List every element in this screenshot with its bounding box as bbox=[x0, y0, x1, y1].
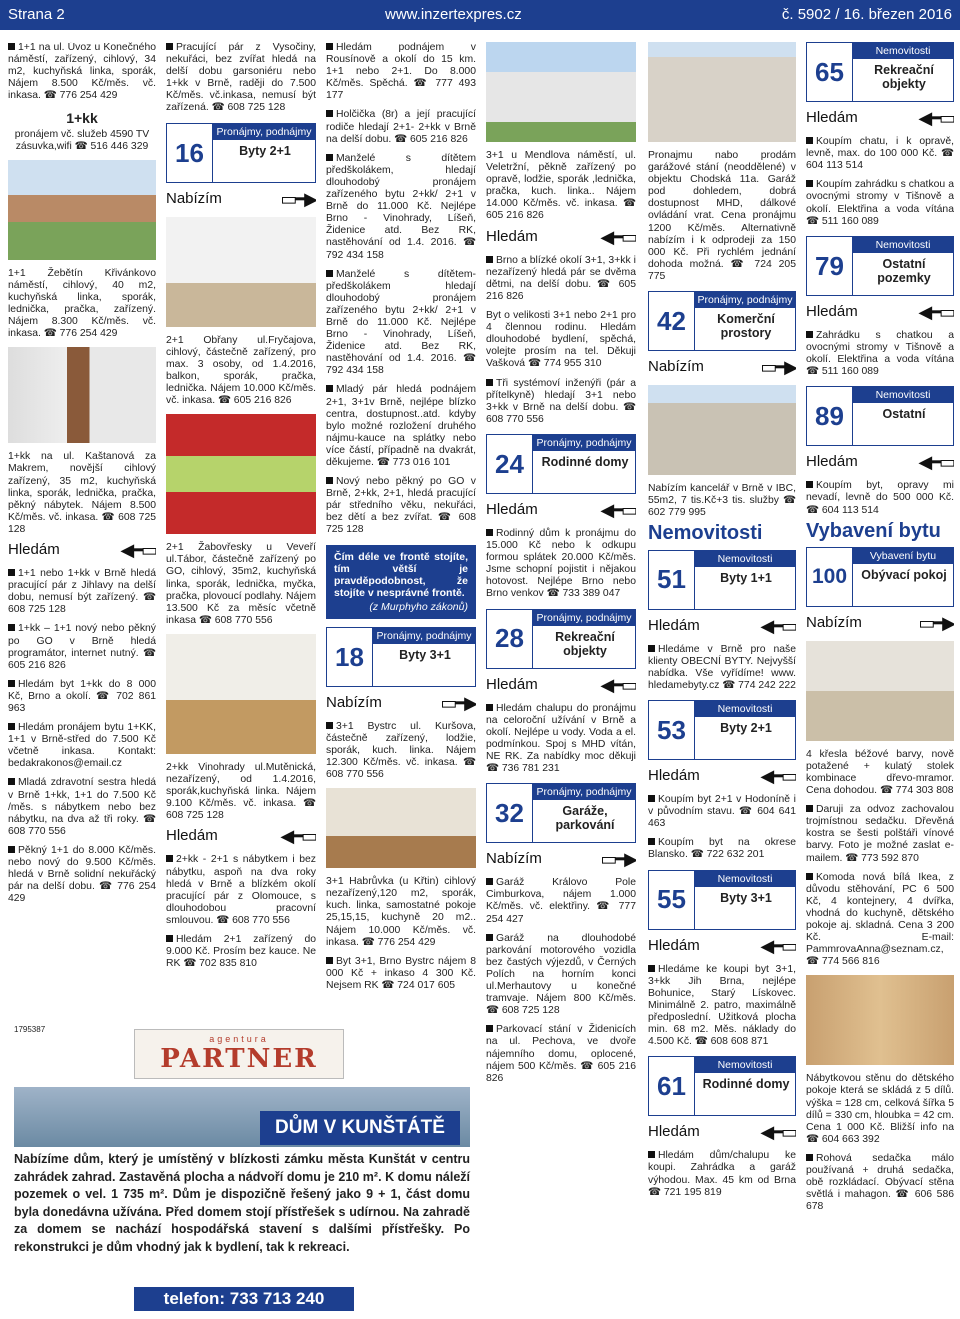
agency-logo bbox=[134, 1029, 344, 1079]
classified-ad: Koupím byt 2+1 v Hodoníně i v původním stavu. ☎ 604 641 463 bbox=[648, 794, 796, 830]
category-number: 61 bbox=[649, 1057, 695, 1115]
classified-ad: 1+kk – 1+1 nový nebo pěkný po GO v Brně hledá programátor, internet nutný. ☎ 605 216 826 bbox=[8, 623, 156, 671]
arrow-left-icon: ◀━▭ bbox=[280, 826, 316, 847]
classified-ad: Holčička (8r) a její pracující rodiče hledají 2+1- 2+kk v Brně na delší dobu. ☎ 605 216 826 bbox=[326, 109, 476, 145]
category-number: 65 bbox=[807, 43, 853, 101]
classified-ad: 2+kk - 2+1 s nábytkem i bez nábytku, aspoň na dva roky hledá v Brně a blízkém okolí pracující pár z Olomouce, s dlouhodobou pracovní smlouvou. ☎ 608 770 556 bbox=[166, 854, 316, 926]
arrow-right-icon: ▭━▶ bbox=[280, 188, 316, 209]
category-subtitle: Byty 2+1 bbox=[239, 143, 291, 158]
classified-ad: Nový nebo pěkný po GO v Brně, 2+kk, 2+1, hledá pracující pár středního věku, nekuřáci, bez dětí a bez zvířat. ☎ 608 725 128 bbox=[326, 476, 476, 536]
category-box bbox=[806, 547, 954, 607]
classified-ad: Koupím byt, opravy mi nevadí, levně do 500 000 Kč. ☎ 604 113 514 bbox=[806, 480, 954, 516]
room-photo bbox=[8, 347, 156, 443]
category-subtitle: Byty 3+1 bbox=[720, 890, 772, 905]
classified-ad: Hledáme v Brně pro naše klienty OBECNÍ BYTY. Nejvyšší nabídka. Vše vyřídíme! www. hledamebyty.cz ☎ 774 242 222 bbox=[648, 643, 796, 691]
classified-ad: Hledám 2+1 zařízený do 9.000 Kč. Prosím bez kauce. Ne RK ☎ 702 835 810 bbox=[166, 934, 316, 970]
category-title: Pronájmy, podnájmy bbox=[533, 435, 635, 451]
armchairs-photo bbox=[806, 641, 954, 741]
classified-ad: Hledáme ke koupi byt 3+1, 3+kk Jih Brna, nejlépe Bohunice, Starý Lískovec. Minimálně 2. patro, maximálně předposlední. Užitková plocha min. 68 m2. Měs. náklady do 4.500 Kč. ☎ 608 608 871 bbox=[648, 963, 796, 1048]
category-title: Pronájmy, podnájmy bbox=[533, 610, 635, 626]
ad-code: 1795387 bbox=[14, 1025, 46, 1034]
kitchen-photo bbox=[166, 414, 316, 534]
category-box bbox=[648, 700, 796, 760]
section-label-hledam: Hledám ◀━▭ bbox=[648, 615, 796, 636]
category-subtitle: Byty 1+1 bbox=[720, 570, 772, 585]
category-box bbox=[648, 1056, 796, 1116]
building-photo bbox=[648, 42, 796, 142]
category-number: 51 bbox=[649, 551, 695, 609]
site-url[interactable]: www.inzertexpres.cz bbox=[385, 6, 522, 23]
classified-ad: 2+1 Obřany ul.Fryčajova, cihlový, částečně zařízený, pro max. 3 osoby, od 1.4.2016, balkon, sporák, pračka, lednička. Nájem 10.000 Kč/měs. vč. inkasa. ☎ 605 216 826 bbox=[166, 334, 316, 407]
category-title: Nemovitosti bbox=[695, 1057, 795, 1073]
classified-ad: Zahrádku s chatkou a ovocnými stromy v Tišnově a okolí. Elektřina a voda vítána ☎ 511 160 089 bbox=[806, 329, 954, 378]
classified-ad: Daruji za odvoz zachovalou trojmístnou sedačku. Dřevěná kostra se šesti polštáři vínové barvy. Foto je možné zaslat e-mailem. ☎ 773 592 870 bbox=[806, 804, 954, 864]
category-title: Pronájmy, podnájmy bbox=[213, 124, 315, 140]
section-label-hledam: Hledám ◀━▭ bbox=[806, 301, 954, 322]
category-number: 42 bbox=[649, 292, 695, 350]
column-1 bbox=[8, 42, 156, 1062]
page-number: Strana 2 bbox=[8, 6, 65, 23]
banner-text: Nabízíme dům, který je umístěný v blízkosti zámku města Kunštát v centru zahrádek zahrad. Zastavěná plocha a nádvoří domu je 210 m². K domu náleží pozemek o vel. 1 735 m². Dům je dispozičně řešený jako 9 + 1, část domu byla donedávna užívána. Před domem stojí přístřešek s udírnou. Na zahradě za domem se nachází hospodářská stavení s dalšími přístřešky. Po rekonstrukci je dům vhodný jak k bydlení, tak k rekreaci. bbox=[14, 1152, 470, 1254]
category-number: 89 bbox=[807, 387, 853, 445]
arrow-right-icon: ▭━▶ bbox=[600, 849, 636, 870]
category-title: Nemovitosti bbox=[695, 871, 795, 887]
arrow-left-icon: ◀━▭ bbox=[120, 539, 156, 560]
classified-ad: 1+1 Žebětín Křivánkovo náměstí, cihlový, 40 m2, kuchyňská linka, sporák, lednička, pračka, zařízený. Nájem 8.300 Kč/měs. vč. inkasa. ☎ 776 254 429 bbox=[8, 267, 156, 340]
classified-ad: Komoda nová bílá Ikea, z důvodu stěhování, PC 6 500 Kč, 4 kontejnery, 4 dvířka, vhodná do kuchyně, dětského pokoje aj. skladná. Cena 3 200 Kč. E-mail: PammrovaAnna@seznam.cz, ☎ 774 566 816 bbox=[806, 871, 954, 968]
category-number: 16 bbox=[167, 124, 213, 182]
arrow-left-icon: ◀━▭ bbox=[760, 935, 796, 956]
arrow-left-icon: ◀━▭ bbox=[600, 499, 636, 520]
classified-ad: Hledám chalupu do pronájmu na celoroční užívání v Brně a okolí. Nejlépe u vody. Voda a el. podmínkou. Spoj s MHD vítán, NE RK. Za nabídky moc děkuji ☎ 736 781 231 bbox=[486, 702, 636, 775]
section-label-hledam: Hledám ◀━▭ bbox=[806, 108, 954, 128]
classified-ad: Hledám podnájem v Rousínově a okolí do 15 km. 1+1 nebo 2+1. Do 8.000 Kč/měs. Spěchá. ☎ 777 493 177 bbox=[326, 42, 476, 102]
classified-ad: Mladá zdravotní sestra hledá v Brně 1+kk, 1+1 do 7.500 Kč /měs. s nábytkem nebo bez nábytku, na dva až tři roky. ☎ 608 770 556 bbox=[8, 777, 156, 837]
classified-ad: Nábytkovou stěnu do dětského pokoje která se skládá z 5 dílů. výška = 128 cm, celková šířka 5 dílů = 330 cm, hloubka = 42 cm. Cena 1 000 Kč. Bližší info na ☎ 604 663 392 bbox=[806, 1073, 954, 1145]
category-box bbox=[806, 236, 954, 296]
arrow-left-icon: ◀━▭ bbox=[760, 615, 796, 636]
category-subtitle: Ostatní pozemky bbox=[877, 256, 931, 285]
category-title: Pronájmy, podnájmy bbox=[373, 628, 475, 644]
quote-box: Čím déle ve frontě stojíte, tím větší je pravděpodobnost, že stojíte v nesprávné frontě. (z Murphyho zákonů) bbox=[326, 545, 476, 619]
category-box bbox=[648, 291, 796, 351]
section-label-hledam: Hledám ◀━▭ bbox=[648, 1122, 796, 1143]
category-subtitle: Garáže, parkování bbox=[555, 804, 615, 833]
page-header bbox=[0, 0, 960, 30]
classified-ad: Rohová sedačka málo používaná + druhá sedačka, obě rozkládací. Obývací stěna světlá i mahagon. ☎ 606 586 678 bbox=[806, 1152, 954, 1213]
category-number: 18 bbox=[327, 628, 373, 686]
category-box bbox=[166, 123, 316, 183]
arrow-left-icon: ◀━▭ bbox=[600, 226, 636, 247]
arrow-right-icon: ▭━▶ bbox=[440, 692, 476, 713]
issue-date: č. 5902 / 16. březen 2016 bbox=[781, 6, 952, 23]
category-subtitle: Obývací pokoj bbox=[861, 567, 947, 582]
classified-ad: Pronajmu nabo prodám garážové stání (neoddělené) v objektu Chodská 11a. Garáž pod dohledem, dobrá dostupnost MHD, dálkové ovládání vrat. Cena pronájmu 1200 Kč/měs. Alternativně nabízím i k odprodeji za 150 000 Kč. Při rychlém jednání dohoda možná. ☎ 724 205 775 bbox=[648, 150, 796, 282]
column-5 bbox=[648, 42, 796, 1319]
section-label-hledam: Hledám ◀━▭ bbox=[166, 826, 316, 847]
category-subtitle: Ostatní bbox=[882, 407, 926, 422]
category-number: 28 bbox=[487, 610, 533, 668]
column-6 bbox=[806, 42, 954, 1319]
classified-ad: Tři systémoví inženýři (pár a přítelkyně) hledají 3+1 nebo 3+kk v Brně na delší dobu. ☎ 608 770 556 bbox=[486, 377, 636, 425]
category-box bbox=[486, 434, 636, 494]
category-subtitle: Komerční prostory bbox=[717, 312, 775, 341]
section-label-nabizim: Nabízím ▭━▶ bbox=[806, 612, 954, 633]
classified-ad: 3+1 Habrůvka (u Křtin) cihlový nezařízený,120 m2, sporák, kuch. linka, samostatné pokoje 25,15,15, kuchyně 20 m2.. Nájem 10.000 Kč/měs. vč. inkasa. ☎ 776 254 429 bbox=[326, 876, 476, 948]
category-title: Nemovitosti bbox=[853, 387, 953, 403]
classified-ad: 2+1 Žabovřesky u Veveří ul.Tábor, částečně zařízený po GO, cihlový, 35m2, kuchyňská linka, sporák, lednička, myčka, pračka, plovoucí podlahy. Nájem 13.500 Kč za měsíc včetně inkasa ☎ 608 770 556 bbox=[166, 542, 316, 626]
section-label-hledam: Hledám ◀━▭ bbox=[648, 935, 796, 956]
category-subtitle: Rekreační objekty bbox=[874, 63, 934, 91]
classified-ad: 2+kk Vinohrady ul.Mutěnická, nezařízený, od 1.4.2016, sporák,kuchyňská linka. Nájem 9.100 Kč/měs. vč. inkasa. ☎ 608 725 128 bbox=[166, 761, 316, 822]
category-subtitle: Rodinné domy bbox=[541, 454, 629, 469]
section-label-nabizim: Nabízím ▭━▶ bbox=[648, 357, 796, 378]
category-subtitle: Rekreační objekty bbox=[555, 629, 615, 658]
category-box bbox=[486, 783, 636, 843]
section-title: Nemovitosti bbox=[648, 522, 763, 545]
classified-ad: 4 křesla béžové barvy, nově potažené + kulatý stolek kombinace dřevo-mramor. Cena dohodou. ☎ 774 303 808 bbox=[806, 748, 954, 797]
building-photo bbox=[486, 42, 636, 142]
classified-ad: Garáž Královo Pole Cimburkova, nájem 1.000 Kč/měs. vč. elektřiny. ☎ 777 254 427 bbox=[486, 877, 636, 925]
category-subtitle: Rodinné domy bbox=[702, 1077, 790, 1092]
real-estate-banner bbox=[14, 1025, 470, 1315]
classified-ad: Koupím chatu, i k opravě, levně, max. do 100 000 Kč. ☎ 604 113 514 bbox=[806, 136, 954, 172]
category-title: Pronájmy, podnájmy bbox=[533, 784, 635, 800]
classified-ad: 1+1 nebo 1+kk v Brně hledá pracující pár z Jihlavy na delší dobu, nemusí být zařízený. ☎ 608 725 128 bbox=[8, 568, 156, 616]
category-number: 55 bbox=[649, 871, 695, 929]
category-box bbox=[806, 42, 954, 102]
section-label-hledam: Hledám ◀━▭ bbox=[8, 539, 156, 560]
category-box bbox=[806, 386, 954, 446]
classified-ad: Nabízím kancelář v Brně v IBC, 55m2, 7 tis.Kč+3 tis. služby ☎ 602 779 995 bbox=[648, 483, 796, 519]
arrow-left-icon: ◀━▭ bbox=[760, 1122, 796, 1143]
category-title: Vybavení bytu bbox=[853, 548, 953, 564]
banner-title: DŮM V KUNŠTÁTĚ bbox=[260, 1111, 460, 1145]
section-label-nabizim: Nabízím ▭━▶ bbox=[486, 849, 636, 870]
arrow-left-icon: ◀━▭ bbox=[918, 452, 954, 473]
classified-ad: Hledám byt 1+kk do 8 000 Kč, Brno a okolí. ☎ 702 861 963 bbox=[8, 678, 156, 714]
section-label-nabizim: Nabízím ▭━▶ bbox=[166, 188, 316, 209]
classified-ad: 3+1 u Mendlova náměstí, ul. Veletržní, pěkně zařízený po opravě, lodžie, sporák ,lednička, pračka, kuch. linka.. Nájem 14.000 Kč/měs. vč. inkasa. ☎ 605 216 826 bbox=[486, 150, 636, 222]
house-photo bbox=[8, 160, 156, 260]
category-title: Nemovitosti bbox=[695, 701, 795, 717]
category-box bbox=[326, 627, 476, 687]
room-photo bbox=[166, 217, 316, 327]
arrow-right-icon: ▭━▶ bbox=[760, 357, 796, 378]
birdhouse-illustration bbox=[326, 788, 476, 868]
category-number: 24 bbox=[487, 435, 533, 493]
section-label-hledam: Hledám ◀━▭ bbox=[486, 499, 636, 520]
arrow-left-icon: ◀━▭ bbox=[918, 108, 954, 128]
quote-author: (z Murphyho zákonů) bbox=[369, 600, 468, 613]
column-4 bbox=[486, 42, 636, 1319]
classified-ad: Pěkný 1+1 do 8.000 Kč/měs. nebo nový do 9.500 Kč/měs. hledá v Brně solidní nekuřácký pár na delší dobu. ☎ 776 254 429 bbox=[8, 844, 156, 905]
category-subtitle: Byty 2+1 bbox=[720, 720, 772, 735]
classified-ad: Manželé s dítětem-předškolákem hledají dlouhodobý pronájem zařízeného bytu 2+kk/ 2+1 v Brně do 11.000 Kč. Nejlépe Brno - Vinohrady, Líšeň, Židenice atd. Bez RK, nastěhování od 1.4. 2016. ☎ 792 434 158 bbox=[326, 268, 476, 377]
classified-ad: 3+1 Bystrc ul. Kuršova, částečně zařízený, lodžie, sporák, kuch. linka. Nájem 12.300 Kč/měs. vč. inkasa. ☎ 608 770 556 bbox=[326, 720, 476, 781]
classified-ad: pronájem vč. služeb 4590 TV zásuvka,wifi ☎ 516 446 329 bbox=[14, 128, 150, 152]
banner-phone[interactable]: telefon: 733 713 240 bbox=[134, 1287, 354, 1311]
section-label-nabizim: Nabízím ▭━▶ bbox=[326, 692, 476, 713]
category-number: 100 bbox=[807, 548, 853, 606]
category-box bbox=[648, 870, 796, 930]
classified-ad: Koupím byt na okrese Blansko. ☎ 722 632 201 bbox=[648, 837, 796, 861]
classified-ad: Byt o velikosti 3+1 nebo 2+1 pro 4 člennou rodinu. Hledám dlouhodobé bydlení, spěchá, volejte prosím na tel. Děkuji Vašková ☎ 774 955 310 bbox=[486, 310, 636, 370]
section-label-hledam: Hledám ◀━▭ bbox=[486, 674, 636, 695]
classified-ad: Hledám dům/chalupu ke koupi. Zahrádka a garáž výhodou. Max. 45 km od Brna ☎ 721 195 819 bbox=[648, 1150, 796, 1198]
category-box bbox=[486, 609, 636, 669]
category-number: 53 bbox=[649, 701, 695, 759]
category-title: Nemovitosti bbox=[853, 237, 953, 253]
room-photo bbox=[166, 634, 316, 754]
classified-ad: 1+1 na ul. Úvoz u Konečného náměstí, zařízený, cihlový, 34 m2, kuchyňská linka, sporák, Nájem 8.500 Kč/měs. vč. inkasa. ☎ 776 254 429 bbox=[8, 42, 156, 102]
classified-ad: Parkovací stání v Židenicích na ul. Pechova, ve dvoře nájemního domu, oplocené, nájem 500 Kč/měs. ☎ 605 216 826 bbox=[486, 1024, 636, 1084]
section-label-hledam: Hledám ◀━▭ bbox=[806, 452, 954, 473]
arrow-right-icon: ▭━▶ bbox=[918, 612, 954, 633]
classified-ad: Koupím zahrádku s chatkou a ovocnými stromy v Tišnově a okolí. Elektřina a voda vítána ☎ 511 160 089 bbox=[806, 179, 954, 227]
office-building-photo bbox=[648, 385, 796, 475]
ad-heading: 1+kk bbox=[66, 110, 98, 127]
category-title: Nemovitosti bbox=[853, 43, 953, 59]
arrow-left-icon: ◀━▭ bbox=[600, 674, 636, 695]
classified-ad: Garáž na dlouhodobé parkování motorového vozidla bez častých výjezdů, v Černých Polích na horním konci ul.Merhautovy u konečné tramvaje. Nájem 800 Kč/měs. ☎ 608 725 128 bbox=[486, 932, 636, 1017]
classified-ad: Rodinný dům k pronájmu do 15.000 Kč nebo k odkupu formou splátek 20.000 Kč/měs. Jsme schopní pojistit i nějakou hotovost. Nejlépe Brno nebo Brno venkov ☎ 733 389 047 bbox=[486, 527, 636, 600]
category-number: 79 bbox=[807, 237, 853, 295]
section-label-hledam: Hledám ◀━▭ bbox=[648, 765, 796, 786]
category-box bbox=[648, 550, 796, 610]
classified-ad: Hledám pronájem bytu 1+KK, 1+1 v Brně-střed do 7.500 Kč včetně inkasa. Kontakt: bedakrakonos@email.cz bbox=[8, 722, 156, 770]
category-title: Nemovitosti bbox=[695, 551, 795, 567]
logo-top-text: agentura bbox=[209, 1034, 269, 1044]
section-label-hledam: Hledám ◀━▭ bbox=[486, 226, 636, 247]
section-title: Vybavení bytu bbox=[806, 519, 941, 542]
classified-ad: 1+kk na ul. Kaštanová za Makrem, novější cihlový zařízený, 35 m2, kuchyňská linka, sporák, lednička, pračka, pěkný nábytek. Nájem 8.500 Kč/měs. vč. inkasa. ☎ 608 725 128 bbox=[8, 451, 156, 535]
classified-ad: Mladý pár hledá podnájem 2+1, 3+1v Brně, nejlépe blízko centra, dostupnost..atd. kdyby bylo možné rozložení druhého nájmu-kauce na splátky nebo více částí, případně na dvakrát, děkujeme. ☎ 773 016 101 bbox=[326, 384, 476, 468]
classified-ad: Brno a blízké okolí 3+1, 3+kk i nezařízený hledá pár se dvěma dětmi, na delší dobu. ☎ 605 216 826 bbox=[486, 254, 636, 302]
classified-ad: Manželé s dítětem předškolákem, hledají dlouhodobý pronájem zařízeného bytu 2+kk/ 2+1 v Brně do 11.000 Kč. Nejlépe Brno - Vinohrady, Líšeň, Židenice atd. Bez RK, nastěhování od 1.4. 2016. ☎ 792 434 158 bbox=[326, 152, 476, 261]
category-number: 32 bbox=[487, 784, 533, 842]
arrow-left-icon: ◀━▭ bbox=[918, 301, 954, 322]
classified-ad: Byt 3+1, Brno Bystrc nájem 8 000 Kč + inkaso 4 300 Kč. Nejsem RK ☎ 724 017 605 bbox=[326, 955, 476, 991]
furniture-wall-photo bbox=[806, 975, 954, 1065]
classified-ad: Pracující pár z Vysočiny, nekuřáci, bez zvířat hledá na delší dobu garsoniéru nebo 1+kk v Brně, raději do 7.500 Kč/měs. vč.inkasa, nemusí být zařízená. ☎ 608 725 128 bbox=[166, 42, 316, 114]
category-title: Pronájmy, podnájmy bbox=[695, 292, 795, 308]
arrow-left-icon: ◀━▭ bbox=[760, 765, 796, 786]
category-subtitle: Byty 3+1 bbox=[399, 647, 451, 662]
logo-text: PARTNER bbox=[160, 1044, 318, 1074]
